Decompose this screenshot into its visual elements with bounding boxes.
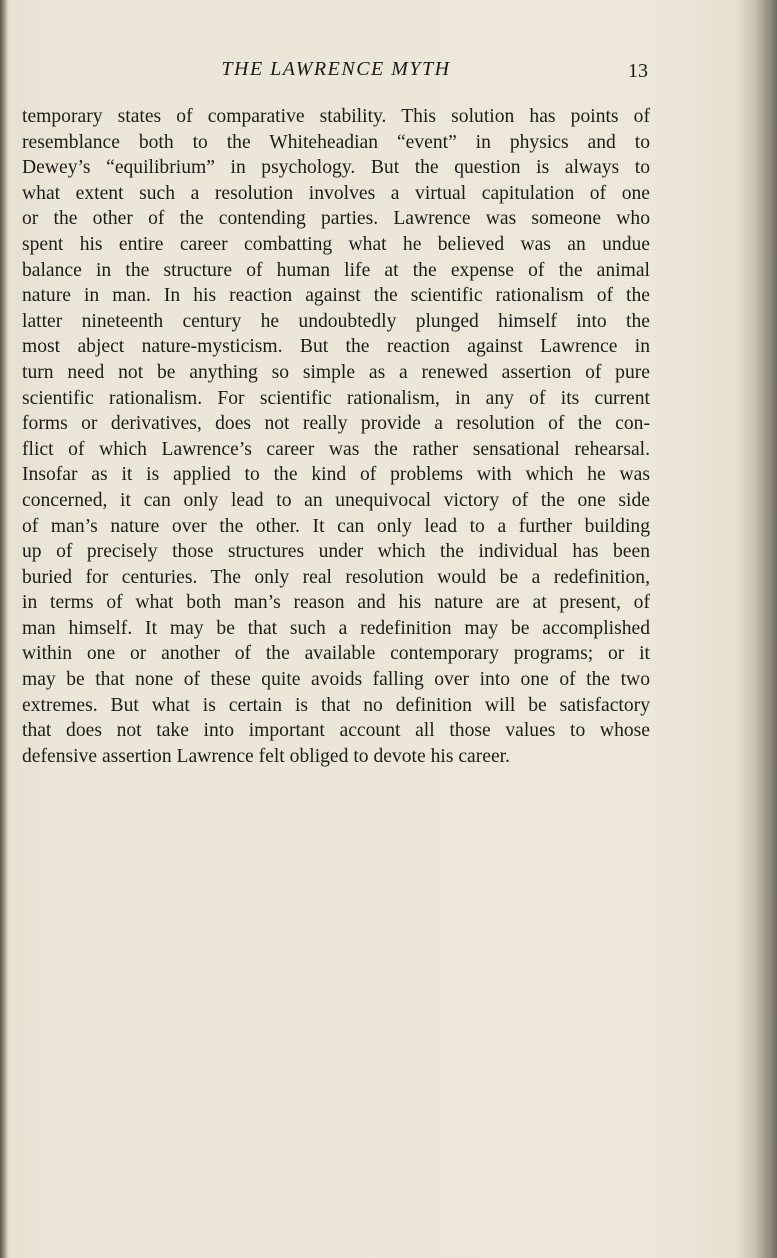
- text-line: man himself. It may be that such a redefinition may be accomplished: [22, 617, 650, 639]
- text-line: up of precisely those structures under which the individual has been: [22, 541, 650, 563]
- text-line: within one or another of the available contemporary programs; or it: [22, 643, 650, 665]
- text-line: that does not take into important account all those values to whose: [22, 720, 650, 742]
- text-line: balance in the structure of human life at the expense of the animal: [22, 259, 650, 281]
- text-line: flict of which Lawrence’s career was the rather sensational rehearsal.: [22, 438, 650, 460]
- text-line: scientific rationalism. For scientific rationalism, in any of its current: [22, 387, 650, 409]
- text-line: temporary states of comparative stability. This solution has points of: [22, 106, 650, 127]
- text-line: what extent such a resolution involves a virtual capitulation of one: [22, 182, 650, 204]
- text-line: latter nineteenth century he undoubtedly plunged himself into the: [22, 310, 650, 332]
- running-header-title: THE LAWRENCE MYTH: [221, 58, 451, 80]
- text-line: most abject nature-mysticism. But the reaction against Lawrence in: [22, 336, 650, 358]
- text-line: defensive assertion Lawrence felt obliged to devote his career.: [22, 745, 511, 767]
- body-paragraph: [22, 104, 650, 769]
- text-line: of man’s nature over the other. It can only lead to a further building: [22, 515, 650, 537]
- text-line: may be that none of these quite avoids falling over into one of the two: [22, 669, 650, 691]
- text-line: forms or derivatives, does not really provide a resolution of the con-: [22, 413, 650, 435]
- text-line: Dewey’s “equilibrium” in psychology. But the question is always to: [22, 157, 650, 179]
- text-line: resemblance both to the Whiteheadian “event” in physics and to: [22, 131, 650, 153]
- text-line: concerned, it can only lead to an unequivocal victory of the one side: [22, 489, 650, 511]
- text-line: extremes. But what is certain is that no definition will be satisfactory: [22, 694, 650, 716]
- text-line: Insofar as it is applied to the kind of problems with which he was: [22, 464, 650, 486]
- page-number: 13: [628, 60, 648, 82]
- text-line: nature in man. In his reaction against the scientific rationalism of the: [22, 285, 650, 307]
- text-line: spent his entire career combatting what he believed was an undue: [22, 233, 650, 255]
- text-line: buried for centuries. The only real resolution would be a redefinition,: [22, 566, 650, 588]
- text-line: turn need not be anything so simple as a renewed assertion of pure: [22, 361, 650, 383]
- text-line: in terms of what both man’s reason and his nature are at present, of: [22, 592, 650, 614]
- text-line: or the other of the contending parties. Lawrence was someone who: [22, 208, 650, 230]
